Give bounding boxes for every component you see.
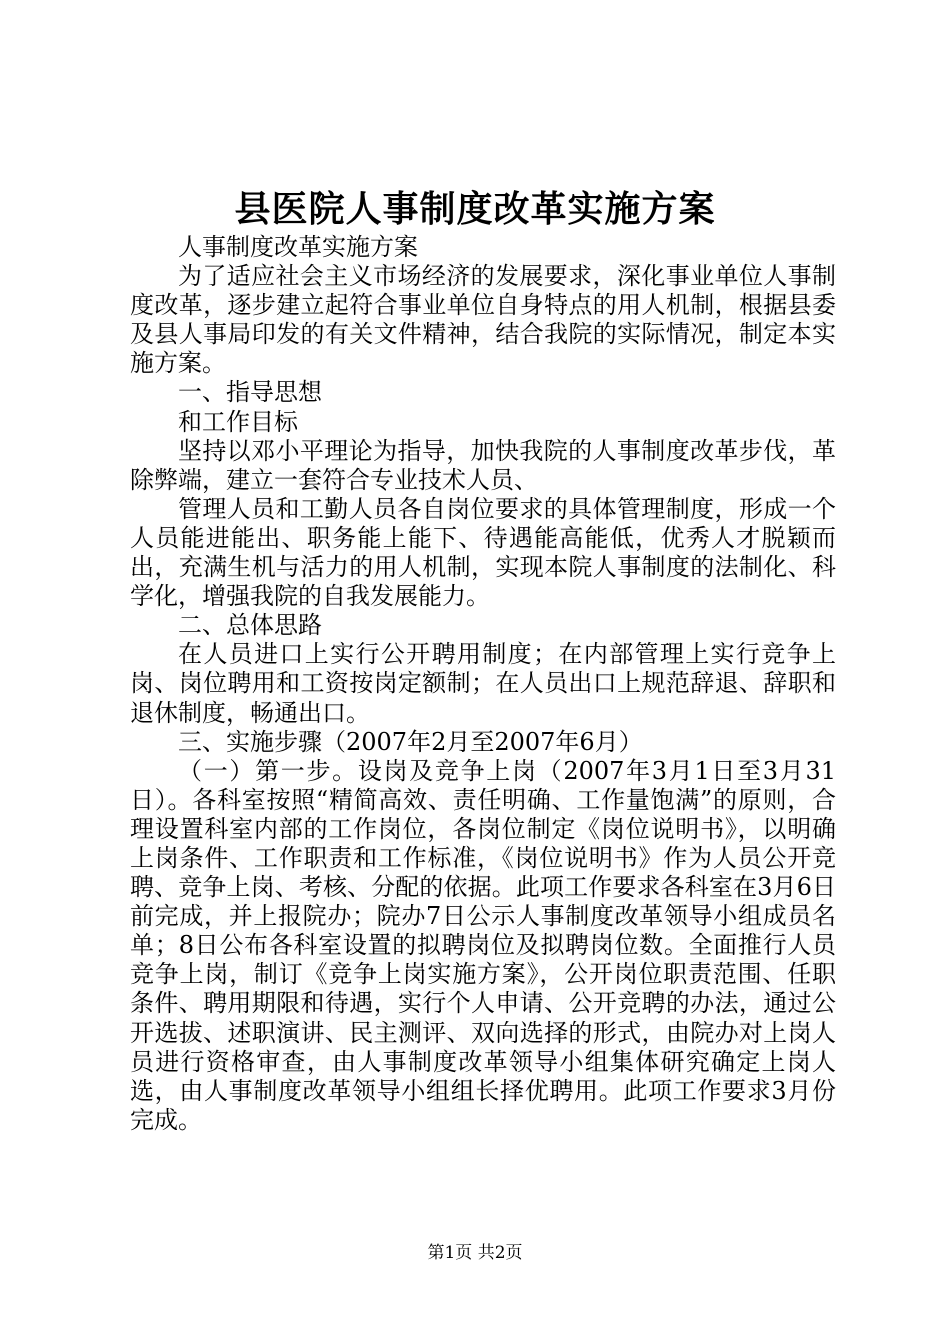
paragraph-intro: 为了适应社会主义市场经济的发展要求，深化事业单位人事制度改革，逐步建立起符合事业单位自身特点的用人机制，根据县委及县人事局印发的有关文件精神，结合我院的实际情况，制定本实施方案。: [130, 262, 836, 378]
paragraph-subtitle: 人事制度改革实施方案: [178, 233, 418, 261]
document-title: 县医院人事制度改革实施方案: [234, 188, 716, 230]
paragraph-overall-idea: 在人员进口上实行公开聘用制度；在内部管理上实行竞争上岗、岗位聘用和工资按岗定额制；在人员出口上规范辞退、辞职和退休制度，畅通出口。: [130, 640, 836, 727]
document-body: [130, 233, 836, 1135]
section-heading-steps: 三、实施步骤（2007年2月至2007年6月）: [178, 727, 643, 756]
section-heading-overall-idea: 二、总体思路: [178, 611, 322, 640]
section-heading-guiding-thought: 一、指导思想: [178, 378, 322, 407]
section-heading-work-goal: 和工作目标: [178, 407, 298, 436]
paragraph-guiding-1: 坚持以邓小平理论为指导，加快我院的人事制度改革步伐，革除弊端，建立一套符合专业技术人员、: [130, 436, 836, 494]
page-footer: 第1页 共2页: [427, 1243, 523, 1263]
paragraph-guiding-2: 管理人员和工勤人员各自岗位要求的具体管理制度，形成一个人员能进能出、职务能上能下、待遇能高能低，优秀人才脱颖而出，充满生机与活力的用人机制，实现本院人事制度的法制化、科学化，增强我院的自我发展能力。: [130, 494, 836, 611]
paragraph-step-one: （一）第一步。设岗及竞争上岗（2007年3月1日至3月31日）。各科室按照“精简高效、责任明确、工作量饱满”的原则，合理设置科室内部的工作岗位，各岗位制定《岗位说明书》，以明确上岗条件、工作职责和工作标准，《岗位说明书》作为人员公开竞聘、竞争上岗、考核、分配的依据。此项工作要求各科室在3月6日前完成，并上报院办；院办7日公示人事制度改革领导小组成员名单；8日公布各科室设置的拟聘岗位及拟聘岗位数。全面推行人员竞争上岗，制订《竞争上岗实施方案》，公开岗位职责范围、任职条件、聘用期限和待遇，实行个人申请、公开竞聘的办法，通过公开选拔、述职演讲、民主测评、双向选择的形式，由院办对上岗人员进行资格审查，由人事制度改革领导小组集体研究确定上岗人选，由人事制度改革领导小组组长择优聘用。此项工作要求3月份完成。: [130, 756, 836, 1134]
